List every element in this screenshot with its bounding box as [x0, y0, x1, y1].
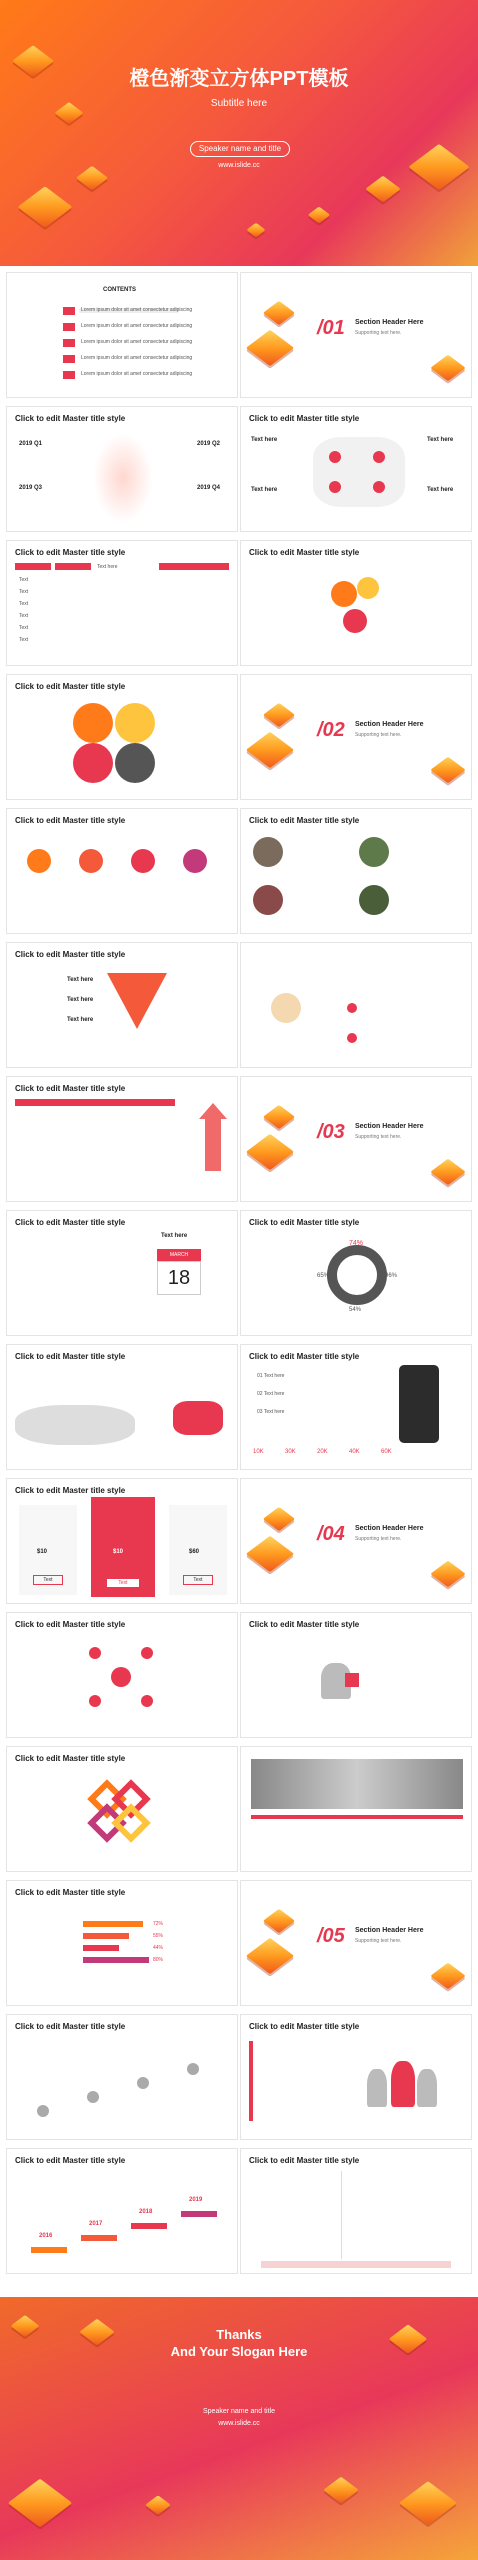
section-subtext: Supporting text here. — [355, 1134, 402, 1140]
slide-contents[interactable] — [6, 272, 238, 398]
slide-table[interactable] — [6, 540, 238, 666]
cube-decoration — [308, 206, 331, 223]
table-cell: Text — [19, 601, 29, 607]
cube-decoration — [8, 2479, 73, 2528]
slide-title: Click to edit Master title style — [15, 548, 126, 557]
path-node — [37, 2105, 49, 2117]
slide-title: Click to edit Master title style — [15, 1620, 126, 1629]
progress-value: 72% — [153, 1921, 164, 1927]
slide-world-map[interactable] — [6, 1344, 238, 1470]
text-label: Text here — [161, 1233, 188, 1239]
cube-decoration — [246, 223, 265, 238]
section-number: /04 — [317, 1523, 345, 1545]
table-cell: Text — [19, 613, 29, 619]
stat-item: 02 Text here — [257, 1391, 285, 1397]
slide-title: Click to edit Master title style — [249, 1620, 360, 1629]
stair-year: 2017 — [89, 2221, 103, 2227]
slide-title: Click to edit Master title style — [15, 414, 126, 423]
section-number: /02 — [317, 719, 345, 741]
stat-item: 03 Text here — [257, 1409, 285, 1415]
section-subtext: Supporting text here. — [355, 1536, 402, 1542]
progress-value: 55% — [153, 1933, 164, 1939]
slide-pricing[interactable] — [6, 1478, 238, 1604]
hero-title: 橙色渐变立方体PPT模板 — [129, 68, 349, 90]
map-marker — [141, 1695, 153, 1707]
slide-phone-stats[interactable] — [240, 1344, 472, 1470]
cube-decoration — [430, 1159, 465, 1186]
map-shape — [15, 1405, 135, 1445]
map-marker — [373, 481, 385, 493]
slide-title: Click to edit Master title style — [249, 2022, 360, 2031]
slide-progress[interactable] — [6, 1880, 238, 2006]
slide-title: Click to edit Master title style — [15, 2022, 126, 2031]
badge-circle — [131, 849, 155, 873]
stair-step — [31, 2247, 67, 2253]
thanks-line: Thanks — [216, 2327, 262, 2342]
photo-circle — [359, 837, 389, 867]
slide-timeline[interactable] — [6, 406, 238, 532]
slogan-line: And Your Slogan Here — [170, 2344, 308, 2359]
section-subtext: Supporting text here. — [355, 1938, 402, 1944]
slide-title: Click to edit Master title style — [15, 1084, 126, 1093]
accent-bar — [251, 1815, 463, 1819]
cube-decoration — [430, 757, 465, 784]
ending-speaker: Speaker name and title — [203, 2408, 275, 2415]
price: $10 — [113, 1549, 124, 1555]
contents-marker — [63, 355, 75, 363]
slide-calendar[interactable] — [6, 1210, 238, 1336]
pricing-button[interactable]: Text — [107, 1579, 139, 1587]
path-node — [137, 2077, 149, 2089]
stair-year: 2016 — [39, 2233, 53, 2239]
slide-title: Click to edit Master title style — [249, 2156, 360, 2165]
slide-title: Click to edit Master title style — [15, 816, 126, 825]
price: $10 — [37, 1549, 48, 1555]
funnel-label: Text here — [67, 997, 94, 1003]
slide-idea[interactable] — [240, 942, 472, 1068]
slide-section-03[interactable] — [240, 1076, 472, 1202]
puzzle-piece — [345, 1673, 359, 1687]
photo-circle — [359, 885, 389, 915]
cube-decoration — [246, 732, 294, 768]
table-cell: Text — [19, 589, 29, 595]
cube-decoration — [399, 2481, 457, 2525]
progress-bar — [83, 1957, 149, 1963]
table-header-cell — [55, 563, 91, 570]
slide-title: Click to edit Master title style — [15, 1754, 126, 1763]
diamond-shape — [111, 1803, 151, 1843]
quad-circle — [115, 743, 155, 783]
slide-section-02[interactable] — [240, 674, 472, 800]
slide-title: Click to edit Master title style — [15, 1352, 126, 1361]
donut-ring — [327, 1245, 387, 1305]
contents-marker — [63, 323, 75, 331]
cube-decoration — [263, 1105, 295, 1129]
price: $60 — [189, 1549, 200, 1555]
section-subtext: Supporting text here. — [355, 330, 402, 336]
slide-table-arrow[interactable] — [6, 1076, 238, 1202]
section-header: Section Header Here — [355, 1123, 424, 1130]
footer-bar — [261, 2261, 451, 2268]
map-marker — [373, 451, 385, 463]
slide-title: Click to edit Master title style — [15, 1486, 126, 1495]
section-header: Section Header Here — [355, 1927, 424, 1934]
slide-quad-circle[interactable] — [6, 674, 238, 800]
quad-circle — [73, 703, 113, 743]
slide-title: Click to edit Master title style — [249, 414, 360, 423]
slide-title: Click to edit Master title style — [15, 950, 126, 959]
bullet-dot — [347, 1003, 357, 1013]
slide-donut[interactable] — [240, 1210, 472, 1336]
slide-title: Click to edit Master title style — [249, 816, 360, 825]
slide-flower[interactable] — [240, 540, 472, 666]
slide-list-table[interactable] — [240, 2148, 472, 2274]
building-photo — [251, 1759, 463, 1809]
map-marker — [89, 1647, 101, 1659]
cube-decoration — [430, 355, 465, 382]
cube-decoration — [430, 1561, 465, 1588]
table-header-cell — [159, 563, 229, 570]
table-header-cell — [15, 563, 51, 570]
petal-circle — [331, 581, 357, 607]
slide-puzzle[interactable] — [240, 1612, 472, 1738]
table-cell: Text — [19, 577, 29, 583]
slide-people[interactable] — [240, 2014, 472, 2140]
table-cell: Text — [19, 625, 29, 631]
calendar-day: 18 — [157, 1261, 201, 1295]
text-label: Text here — [427, 487, 454, 493]
contents-item-text: Lorem ipsum dolor sit amet consectetur adipiscing — [81, 339, 193, 345]
path-node — [187, 2063, 199, 2075]
slide-path[interactable] — [6, 2014, 238, 2140]
contents-item-text: Lorem ipsum dolor sit amet consectetur adipiscing — [81, 307, 193, 313]
slide-photo-list[interactable] — [240, 808, 472, 934]
progress-bar — [83, 1945, 119, 1951]
slide-title: Click to edit Master title style — [249, 1218, 360, 1227]
slide-title: Click to edit Master title style — [15, 682, 126, 691]
table-cell: Text — [19, 637, 29, 643]
cube-decoration — [246, 1536, 294, 1572]
progress-value: 44% — [153, 1945, 164, 1951]
timeline-label: 2019 Q2 — [197, 441, 221, 447]
section-header: Section Header Here — [355, 721, 424, 728]
list-accent — [249, 2041, 253, 2121]
badge-circle — [27, 849, 51, 873]
funnel-shape — [107, 973, 167, 1029]
percent-label: 54% — [349, 1307, 362, 1313]
map-highlight — [173, 1401, 223, 1435]
progress-value: 80% — [153, 1957, 164, 1963]
calendar-month: MARCH — [157, 1249, 201, 1261]
slide-title: Click to edit Master title style — [249, 1352, 360, 1361]
stat-item: 01 Text here — [257, 1373, 285, 1379]
cube-decoration — [323, 2477, 358, 2504]
stair-year: 2018 — [139, 2209, 153, 2215]
stat-figure: 60K — [381, 1449, 392, 1455]
path-node — [87, 2091, 99, 2103]
cube-decoration — [18, 186, 73, 227]
illustration — [271, 993, 301, 1023]
contents-item-text: Lorem ipsum dolor sit amet consectetur adipiscing — [81, 371, 193, 377]
funnel-label: Text here — [67, 977, 94, 983]
badge-circle — [183, 849, 207, 873]
arrow-body — [205, 1119, 221, 1171]
hero-subtitle: Subtitle here — [210, 98, 268, 109]
hub-marker — [111, 1667, 131, 1687]
cube-decoration — [430, 1963, 465, 1990]
text-label: Text here — [251, 437, 278, 443]
thanks-title — [0, 2326, 478, 2360]
cube-decoration — [263, 301, 295, 325]
section-number: /03 — [317, 1121, 345, 1143]
slide-diamonds[interactable] — [6, 1746, 238, 1872]
cube-decoration — [76, 166, 108, 190]
section-number: /05 — [317, 1925, 345, 1947]
stat-figure: 40K — [349, 1449, 360, 1455]
person-figure — [391, 2061, 415, 2107]
timeline-label: 2019 Q3 — [19, 485, 43, 491]
percent-label: 96% — [385, 1273, 398, 1279]
slide-title: Click to edit Master title style — [249, 548, 360, 557]
stat-figure: 20K — [317, 1449, 328, 1455]
text-label: Text here — [251, 487, 278, 493]
cube-decoration — [246, 330, 294, 366]
section-header: Section Header Here — [355, 1525, 424, 1532]
slide-building[interactable] — [240, 1746, 472, 1872]
slide-title: Click to edit Master title style — [15, 1218, 126, 1227]
progress-bar — [83, 1921, 143, 1927]
person-figure — [93, 433, 153, 523]
contents-item-text: Lorem ipsum dolor sit amet consectetur adipiscing — [81, 323, 193, 329]
quad-circle — [115, 703, 155, 743]
stat-figure: 10K — [253, 1449, 264, 1455]
text-label: Text here — [427, 437, 454, 443]
percent-label: 65% — [317, 1273, 330, 1279]
stat-figure: 30K — [285, 1449, 296, 1455]
hero-website: www.islide.cc — [218, 162, 260, 169]
progress-bar — [83, 1933, 129, 1939]
stair-step — [81, 2235, 117, 2241]
contents-marker — [63, 339, 75, 347]
section-subtext: Supporting text here. — [355, 732, 402, 738]
slide-section-04[interactable] — [240, 1478, 472, 1604]
cube-decoration — [145, 2495, 171, 2514]
person-figure — [417, 2069, 437, 2107]
pricing-button[interactable]: Text — [183, 1575, 213, 1585]
timeline-label: 2019 Q1 — [19, 441, 43, 447]
cube-decoration — [246, 1134, 294, 1170]
badge-circle — [79, 849, 103, 873]
table-header: Text here — [97, 564, 118, 570]
bullet-dot — [347, 1033, 357, 1043]
person-figure — [367, 2069, 387, 2107]
photo-circle — [253, 837, 283, 867]
stair-step — [181, 2211, 217, 2217]
petal-circle — [357, 577, 379, 599]
contents-marker — [63, 307, 75, 315]
section-number: /01 — [317, 317, 345, 339]
quad-circle — [73, 743, 113, 783]
title-slide — [0, 0, 478, 266]
stair-year: 2019 — [189, 2197, 203, 2203]
slide-stairs[interactable] — [6, 2148, 238, 2274]
contents-title: CONTENTS — [103, 287, 136, 293]
slide-map-hub[interactable] — [6, 1612, 238, 1738]
phone-mockup — [399, 1365, 439, 1443]
cube-decoration — [246, 1938, 294, 1974]
timeline-label: 2019 Q4 — [197, 485, 221, 491]
map-marker — [329, 481, 341, 493]
slide-section-05[interactable] — [240, 1880, 472, 2006]
slide-map-circles[interactable] — [240, 406, 472, 532]
pricing-button[interactable]: Text — [33, 1575, 63, 1585]
cube-decoration — [263, 1909, 295, 1933]
slide-title: Click to edit Master title style — [15, 2156, 126, 2165]
slide-title: Click to edit Master title style — [15, 1888, 126, 1897]
slide-section-01[interactable] — [240, 272, 472, 398]
ending-website: www.islide.cc — [218, 2420, 260, 2427]
map-marker — [89, 1695, 101, 1707]
divider — [341, 2171, 342, 2259]
percent-label: 74% — [349, 1240, 364, 1247]
cube-decoration — [263, 703, 295, 727]
slide-funnel[interactable] — [6, 942, 238, 1068]
slide-four-badges[interactable] — [6, 808, 238, 934]
petal-circle — [343, 609, 367, 633]
map-marker — [329, 451, 341, 463]
speaker-pill: Speaker name and title — [190, 141, 290, 157]
section-header: Section Header Here — [355, 319, 424, 326]
contents-item-text: Lorem ipsum dolor sit amet consectetur adipiscing — [81, 355, 193, 361]
photo-circle — [253, 885, 283, 915]
contents-marker — [63, 371, 75, 379]
map-marker — [141, 1647, 153, 1659]
funnel-label: Text here — [67, 1017, 94, 1023]
table-header-row — [15, 1099, 175, 1106]
map-shape — [313, 437, 405, 507]
arrow-up-icon — [199, 1103, 227, 1119]
stair-step — [131, 2223, 167, 2229]
cube-decoration — [365, 176, 400, 203]
cube-decoration — [263, 1507, 295, 1531]
